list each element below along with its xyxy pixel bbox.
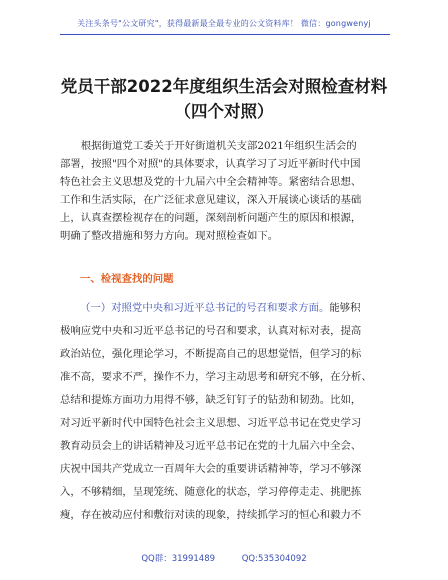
header-banner: 关注头条号"公文研究"，获得最新最全最专业的公文资料库！ 微信：gongwenyj — [77, 19, 371, 28]
document-subtitle: （四个对照） — [174, 102, 274, 121]
footer-qq: QQ:535304092 — [241, 554, 307, 564]
intro-line: 特色社会主义思想及党的十九届六中全会精神等。紧密结合思想、 — [60, 176, 362, 188]
intro-line: 明确了整改措施和努力方向。现对照检查如下。 — [60, 230, 279, 242]
body-line: 总结和提炼方面功力用得不够，缺乏钉钉子的钻劲和韧劲。比如， — [60, 394, 362, 406]
body-line: 对习近平新时代中国特色社会主义思想、习近平总书记在党史学习 — [60, 417, 362, 429]
sub-heading-tail: 能够积 — [329, 302, 361, 314]
body-line: 政治站位，强化理论学习，不断提高自己的思想觉悟，但学习的标 — [60, 348, 362, 360]
sub-heading: （一）对照党中央和习近平总书记的号召和要求方面。 — [80, 302, 330, 314]
body-line: 教育动员会上的讲话精神及习近平总书记在党的十九届六中全会、 — [60, 440, 362, 452]
footer — [0, 552, 448, 564]
intro-line: 部署，按照"四个对照"的具体要求，认真学习了习近平新时代中国 — [60, 158, 361, 170]
intro-paragraph — [60, 137, 392, 245]
body-line: 准不高，要求不严，操作不力，学习主动思考和研究不够，在分析、 — [60, 371, 372, 383]
body-line: 入，不够精细，呈现笼统、随意化的状态，学习停停走走、挑肥拣 — [60, 486, 362, 498]
intro-line: 根据街道党工委关于开好街道机关支部2021年组织生活会的 — [80, 140, 357, 152]
intro-line: 上，认真查摆检视存在的问题，深刻剖析问题产生的原因和根源， — [60, 212, 362, 224]
body-line: 极响应党中央和习近平总书记的号召和要求，认真对标对表，提高 — [60, 325, 362, 337]
header-divider — [60, 34, 390, 35]
footer-qq-group: QQ群：31991489 — [141, 554, 216, 564]
section-heading: 一、检视查找的问题 — [80, 273, 174, 285]
body-line: 瘦，存在被动应付和敷衍对读的现象，持续抓学习的恒心和毅力不 — [60, 509, 362, 521]
intro-line: 工作和生活实际，在广泛征求意见建议，深入开展谈心谈话的基础 — [60, 194, 362, 206]
body-line: 庆祝中国共产党成立一百周年大会的重要讲话精神等，学习不够深 — [60, 463, 362, 475]
document-title: 党员干部2022年度组织生活会对照检查材料 — [60, 77, 388, 96]
first-body-line — [60, 297, 400, 320]
body-paragraph — [60, 297, 400, 527]
